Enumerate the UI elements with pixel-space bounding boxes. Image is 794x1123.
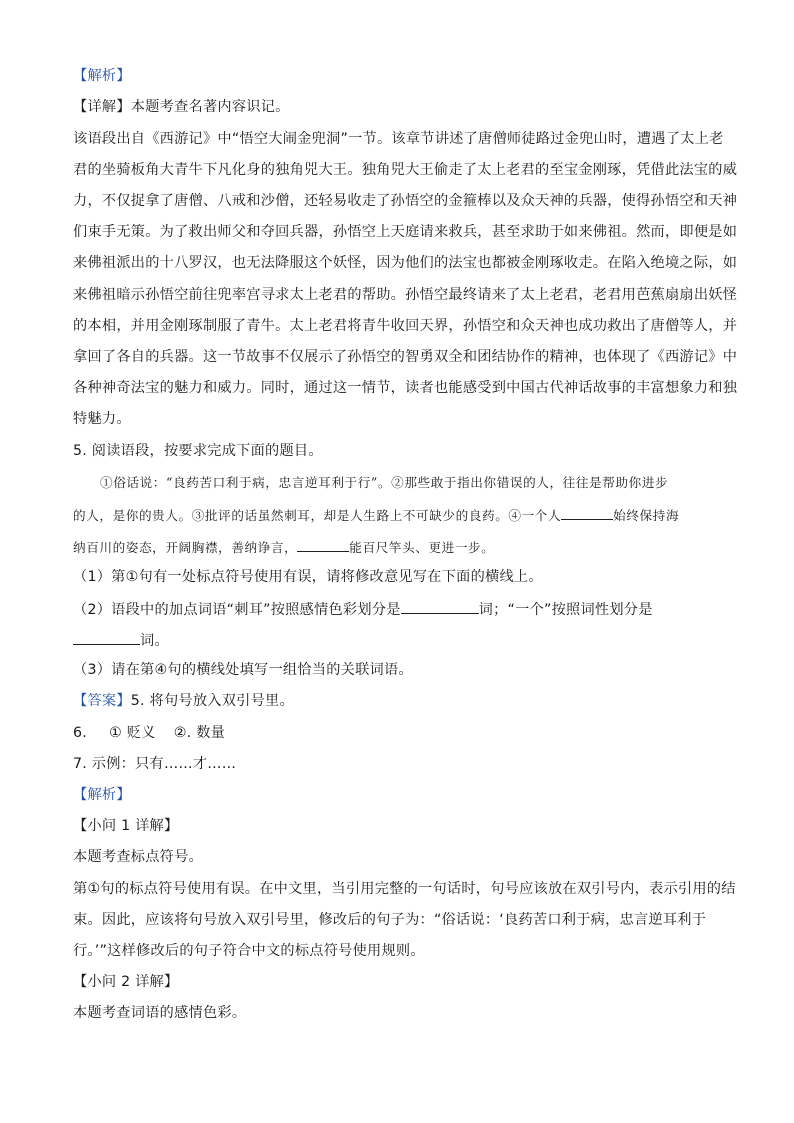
passage-text: 能百尺竿头、更进一步。 xyxy=(349,540,495,555)
answer-blank[interactable] xyxy=(297,536,349,552)
sub-question-text: （2）语段中的加点词语“刺耳”按照感情色彩划分是 xyxy=(73,602,401,618)
sub-question-2 xyxy=(73,598,723,620)
answer-number: 6. xyxy=(73,725,88,741)
sub-question-3: （3）请在第④句的横线处填写一组恰当的关联词语。 xyxy=(73,662,413,678)
detail-text: 【详解】本题考查名著内容识记。 xyxy=(73,99,290,115)
answer-line xyxy=(73,691,723,711)
paragraph-line: 来佛祖暗示孙悟空前往兜率宫寻求太上老君的帮助。孙悟空最终请来了太上老君，老君用芭蕉扇扇出妖怪 xyxy=(73,287,738,303)
answer-blank[interactable] xyxy=(73,629,140,645)
sub-question-text: 词；“一个”按照词性划分是 xyxy=(478,602,653,618)
answer-text: 5. 将句号放入双引号里。 xyxy=(130,693,294,709)
answer-value: 贬义 xyxy=(126,725,156,741)
paragraph-line: 该语段出自《西游记》中“悟空大闹金兜洞”一节。该章节讲述了唐僧师徒路过金兜山时，遭遇了太上老 xyxy=(73,131,724,147)
paragraph-line: 特魅力。 xyxy=(73,411,131,427)
answer-7-line: 7. 示例：只有……才…… xyxy=(73,756,237,772)
analysis-heading: 【解析】 xyxy=(73,787,131,803)
passage-text: 始终保持海 xyxy=(613,508,680,523)
paragraph-line: 来佛祖派出的十八罗汉，也无法降服这个妖怪，因为他们的法宝也都被金刚琢收走。在陷入绝境之际，如 xyxy=(73,255,738,271)
sub-question-2-cont xyxy=(73,629,723,651)
answer-blank[interactable] xyxy=(561,504,613,520)
paragraph-line: 力，不仅捉拿了唐僧、八戒和沙僧，还轻易收走了孙悟空的金箍棒以及众天神的兵器，使得孙悟空和天神 xyxy=(73,193,738,209)
option-marker: ②. xyxy=(173,725,192,741)
paragraph-line: 的本相，并用金刚琢制服了青牛。太上老君将青牛收回天界，孙悟空和众天神也成功救出了唐僧等人，并 xyxy=(73,318,738,334)
paragraph-line: 行。’”这样修改后的句子符合中文的标点符号使用规则。 xyxy=(73,943,425,959)
answer-value: 数量 xyxy=(196,725,226,741)
passage-line: ①俗话说：“良药苦口利于病，忠言逆耳利于行”。②那些敢于指出你错误的人，往往是帮助你进步 xyxy=(100,475,669,490)
answer-blank[interactable] xyxy=(401,598,479,614)
paragraph-line: 们束手无策。为了救出师父和夺回兵器，孙悟空上天庭请来救兵，甚至求助于如来佛祖。然而，即便是如 xyxy=(73,224,738,240)
sub-question-1: （1）第①句有一处标点符号使用有误，请将修改意见写在下面的横线上。 xyxy=(73,569,543,585)
paragraph-line: 拿回了各自的兵器。这一节故事不仅展示了孙悟空的智勇双全和团结协作的精神，也体现了《西游记》中 xyxy=(73,349,738,365)
passage-text: 纳百川的姿态，开阔胸襟，善纳诤言， xyxy=(73,540,298,555)
answer-6-line xyxy=(73,723,723,743)
passage-line xyxy=(73,536,723,558)
sub-question-text: 词。 xyxy=(140,633,169,649)
passage-line xyxy=(73,504,723,526)
sub-heading-1: 【小问 1 详解】 xyxy=(73,818,179,834)
paragraph-line: 束。因此，应该将句号放入双引号里，修改后的句子为：“俗话说：‘良药苦口利于病，忠言逆耳利于 xyxy=(73,912,707,928)
sub-heading-2: 【小问 2 详解】 xyxy=(73,974,179,990)
analysis-heading: 【解析】 xyxy=(73,68,131,84)
paragraph-line: 君的坐骑板角大青牛下凡化身的独角兕大王。独角兕大王偷走了太上老君的至宝金刚琢，凭借此法宝的威 xyxy=(73,162,738,178)
paragraph-line: 第①句的标点符号使用有误。在中文里，当引用完整的一句话时，句号应该放在双引号内，表示引用的结 xyxy=(73,881,736,897)
answer-tag: 【答案】 xyxy=(73,693,131,709)
passage-text: 的人，是你的贵人。③批评的话虽然刺耳，却是人生路上不可缺少的良药。④一个人 xyxy=(73,508,562,523)
paragraph-line: 本题考查标点符号。 xyxy=(73,849,203,865)
question-5-stem: 5. 阅读语段，按要求完成下面的题目。 xyxy=(73,443,323,459)
paragraph-line: 本题考查词语的感情色彩。 xyxy=(73,1005,247,1021)
detail-line xyxy=(73,97,723,117)
paragraph-line: 各种神奇法宝的魅力和威力。同时，通过这一情节，读者也能感受到中国古代神话故事的丰富想象力和独 xyxy=(73,380,738,396)
option-marker: ① xyxy=(109,725,123,741)
